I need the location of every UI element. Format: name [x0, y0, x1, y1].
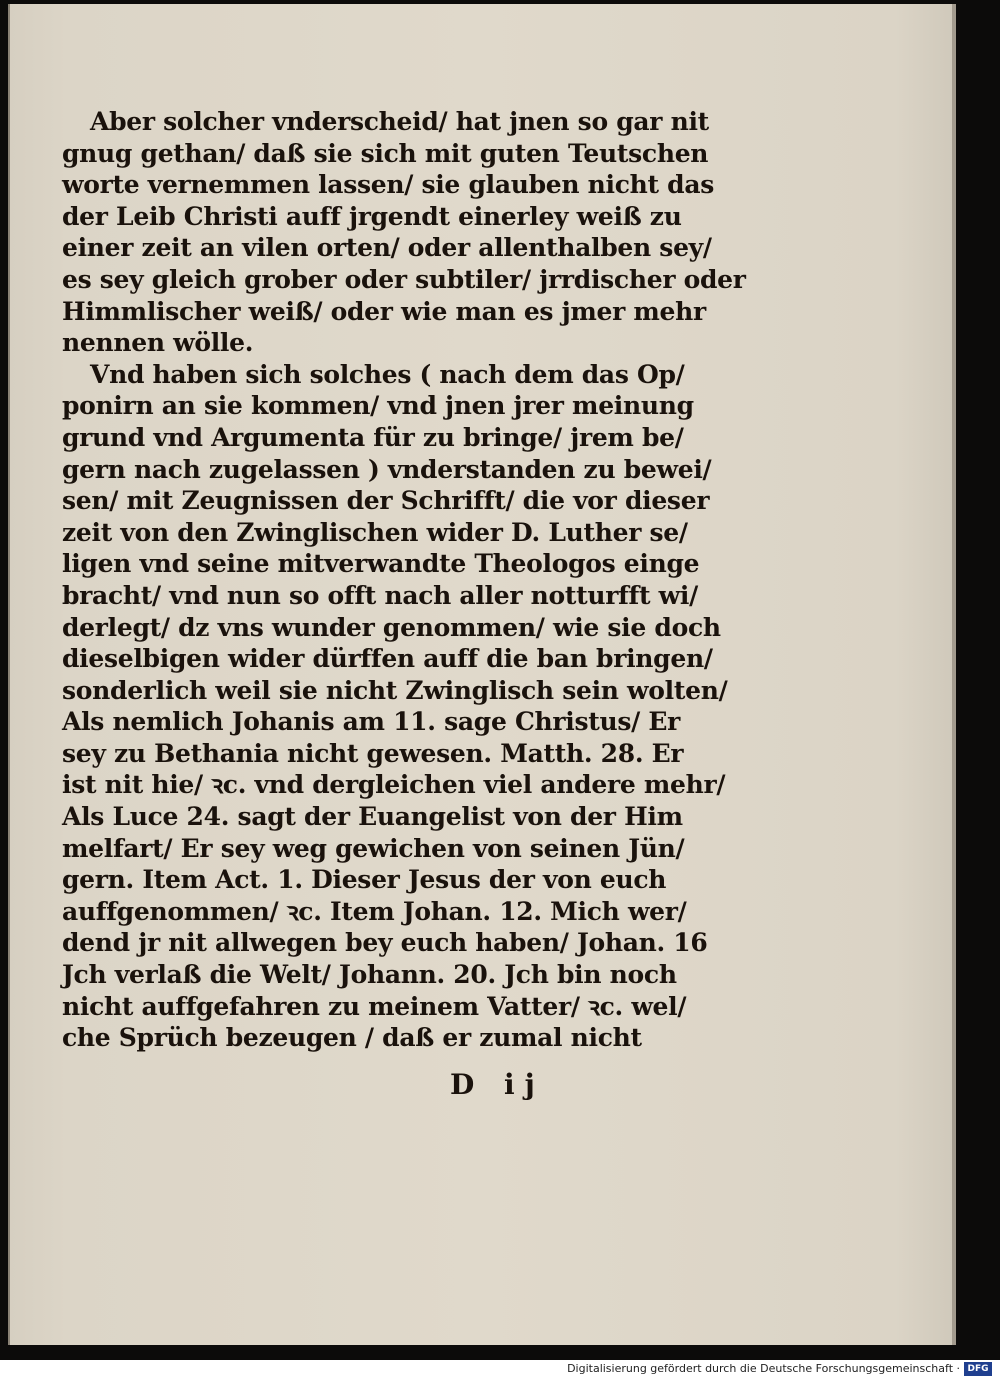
text-line: Himmlischer weiß/ oder wie man es jmer mehr [62, 296, 706, 326]
text-line: Jch verlaß die Welt/ Johann. 20. Jch bin noch [62, 960, 677, 990]
text-line: nicht auffgefahren zu meinem Vatter/ ꝛc. wel/ [62, 991, 687, 1021]
text-line: bracht/ vnd nun so offt nach aller notturfft wi/ [62, 580, 698, 610]
dfg-logo: DFG [964, 1362, 992, 1376]
text-line: ist nit hie/ ꝛc. vnd dergleichen viel andere mehr/ [62, 770, 726, 800]
scanned-page [8, 4, 952, 1345]
text-line: Aber solcher vnderscheid/ hat jnen so gar nit [90, 107, 709, 136]
text-line: worte vernemmen lassen/ sie glauben nicht das [62, 170, 715, 200]
text-line: nennen wölle. [62, 328, 254, 358]
text-line: gnug gethan/ daß sie sich mit guten Teutschen [62, 138, 709, 168]
text-line: Als Luce 24. sagt der Euangelist von der Him [62, 802, 683, 832]
text-line: sey zu Bethania nicht gewesen. Matth. 28. Er [62, 738, 684, 768]
signature-mark: D ij [450, 1068, 545, 1101]
text-line: gern nach zugelassen ) vnderstanden zu bewei/ [62, 454, 712, 484]
text-line: che Sprüch bezeugen / daß er zumal nicht [62, 1023, 642, 1053]
text-line: gern. Item Act. 1. Dieser Jesus der von euch [62, 865, 667, 895]
text-line: derlegt/ dz vns wunder genommen/ wie sie doch [62, 612, 721, 642]
text-line: grund vnd Argumenta für zu bringe/ jrem be/ [62, 422, 684, 452]
text-line: der Leib Christi auff jrgendt einerley weiß zu [62, 201, 682, 231]
funding-credit: Digitalisierung gefördert durch die Deutsche Forschungsgemeinschaft · [567, 1362, 960, 1375]
text-line: zeit von den Zwinglischen wider D. Luther se/ [62, 517, 688, 547]
text-line: melfart/ Er sey weg gewichen von seinen Jün/ [62, 833, 685, 863]
text-line: ponirn an sie kommen/ vnd jnen jrer meinung [62, 391, 694, 421]
text-line: einer zeit an vilen orten/ oder allenthalben sey/ [62, 233, 712, 263]
footer-bar [0, 1360, 1000, 1380]
text-line: dend jr nit allwegen bey euch haben/ Johan. 16 [62, 928, 708, 958]
text-line: Als nemlich Johanis am 11. sage Christus/ Er [62, 707, 681, 737]
text-line: sen/ mit Zeugnissen der Schrifft/ die vor dieser [62, 486, 710, 516]
page-text [62, 106, 746, 1054]
text-line: ligen vnd seine mitverwandte Theologos einge [62, 549, 700, 579]
text-line: auffgenommen/ ꝛc. Item Johan. 12. Mich wer/ [62, 896, 687, 926]
text-line: sonderlich weil sie nicht Zwinglisch sein wolten/ [62, 675, 728, 705]
text-line: dieselbigen wider dürffen auff die ban bringen/ [62, 644, 713, 674]
text-line: Vnd haben sich solches ( nach dem das Op/ [90, 359, 685, 389]
text-line: es sey gleich grober oder subtiler/ jrrdischer oder [62, 264, 746, 294]
